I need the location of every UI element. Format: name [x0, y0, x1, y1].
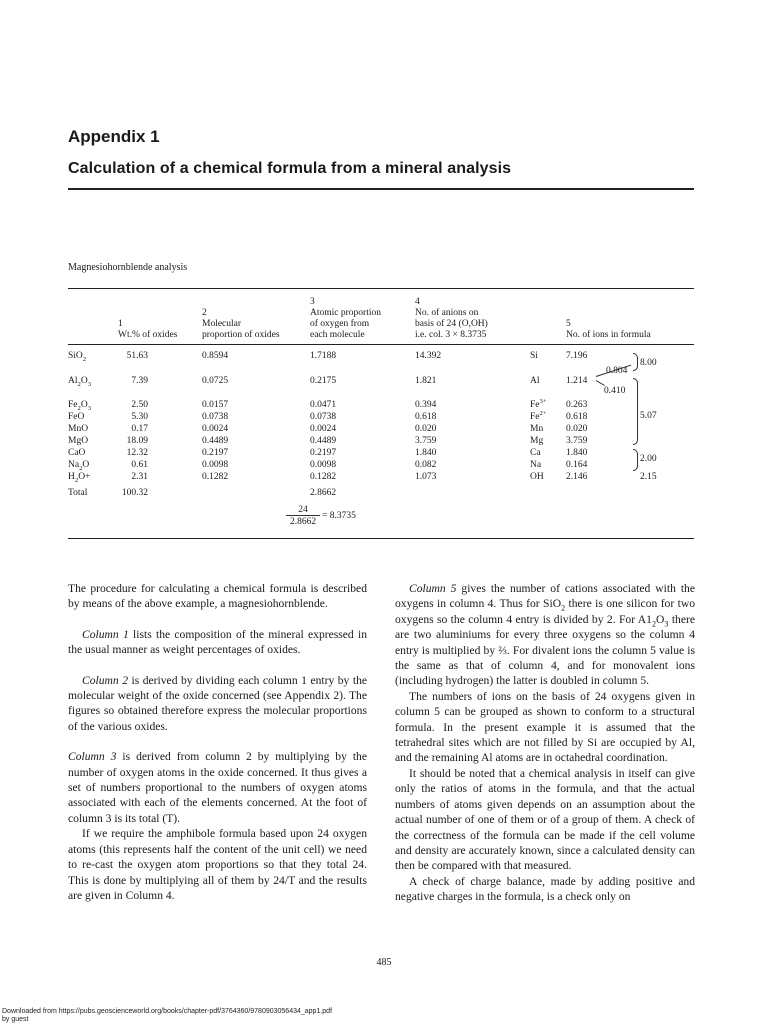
oxygen-cell: 0.2175: [310, 376, 337, 386]
wt-cell: 2.31: [131, 472, 148, 482]
column-5-number: 5: [566, 319, 571, 329]
mol-cell: 0.0738: [202, 412, 229, 422]
paragraph: The numbers of ions on the basis of 24 oxygens given in column 5 can be grouped as shown to conform to a structural formula. In the present example it is assumed that the tetrahedral sites which are not filled by Si are occupied by Al, and the remaining Al atoms are in octahedral coordination.: [395, 689, 695, 765]
al-tetrahedral: 0.804: [606, 366, 628, 376]
oxygen-cell: 0.0098: [310, 460, 337, 470]
table-rule-mid: [68, 344, 694, 345]
ion-count-cell: 0.164: [566, 460, 588, 470]
ca-na-bracket: [633, 449, 638, 471]
ion-cell: Ca: [530, 448, 541, 458]
anion-cell: 1.821: [415, 376, 437, 386]
column-1-title: Wt.% of oxides: [118, 330, 178, 340]
ion-count-cell: 1.840: [566, 448, 588, 458]
ion-cell: Mg: [530, 436, 544, 446]
factor-denominator: 2.8662: [289, 517, 317, 527]
mol-cell: 0.8594: [202, 351, 229, 361]
mol-cell: 0.0098: [202, 460, 229, 470]
anion-cell: 0.618: [415, 412, 437, 422]
ion-count-cell: 0.263: [566, 400, 588, 410]
wt-cell: 0.61: [131, 460, 148, 470]
wt-cell: 7.39: [131, 376, 148, 386]
ion-cell: $Fe^{2+}$: [530, 409, 547, 422]
column-2-title-line1: Molecular: [202, 319, 242, 329]
si-al-total: 8.00: [640, 358, 657, 368]
column-4-header: [415, 297, 488, 341]
oxygen-cell: 0.4489: [310, 436, 337, 446]
column-3-number: 3: [310, 297, 315, 307]
ion-count-cell: 2.146: [566, 472, 588, 482]
wt-cell: 2.50: [131, 400, 148, 410]
paragraph: A check of charge balance, made by adding positive and negative charges in the formula, is a check only on: [395, 874, 695, 904]
column-3-title-line2: of oxygen from: [310, 319, 370, 329]
anion-cell: 0.020: [415, 424, 437, 434]
oxide-cell: SiO$_2$: [68, 351, 87, 363]
anion-cell: 1.073: [415, 472, 437, 482]
total-wt: 100.32: [121, 488, 148, 498]
column-4-title-line1: No. of anions on: [415, 308, 479, 318]
octahedral-total: 5.07: [640, 411, 657, 421]
anion-cell: 1.840: [415, 448, 437, 458]
column-5-title: No. of ions in formula: [566, 330, 651, 340]
oxide-cell: $Na_2O$: [68, 460, 90, 472]
total-oxygen: 2.8662: [310, 488, 337, 498]
oxygen-cell: 0.0024: [310, 424, 337, 434]
anion-cell: 14.392: [415, 351, 442, 361]
ion-cell: Si: [530, 351, 538, 361]
oxygen-cell: 0.0471: [310, 400, 337, 410]
ion-count-cell: 0.618: [566, 412, 588, 422]
table-rule-top: [68, 288, 694, 289]
column-2-title-line2: proportion of oxides: [202, 330, 280, 340]
oxygen-cell: 0.0738: [310, 412, 337, 422]
title-rule: [68, 188, 694, 190]
column-4-title-line2: basis of 24 (O,OH): [415, 319, 488, 329]
page-number: 485: [376, 957, 392, 968]
wt-cell: 51.63: [126, 351, 148, 361]
oh-total: 2.15: [640, 472, 657, 482]
paragraph: It should be noted that a chemical analysis in itself can give only the ratios of atoms in the formula, and that the actual numbers of atoms given depends on an assumption about the actual number of one of them or of a group of them. A check of the correctness of the formula can be made if the cell volume and density are accurately known, since a calculated density can then be compared with that measured.: [395, 766, 695, 873]
ion-cell: OH: [530, 472, 544, 482]
oxygen-cell: 1.7188: [310, 351, 337, 361]
ion-cell: Al: [530, 376, 540, 386]
anion-cell: 0.082: [415, 460, 437, 470]
oxygen-cell: 0.1282: [310, 472, 337, 482]
download-note-line1: Downloaded from https://pubs.geoscienceworld.org/books/chapter-pdf/3764360/9780903056434_app1.pdf: [2, 1008, 333, 1015]
oxide-cell: MnO: [68, 424, 89, 434]
ion-count-cell: 7.196: [566, 351, 588, 361]
oxide-cell: $Fe_2O_3$: [68, 400, 92, 412]
oxide-cell: $H_2O+$: [68, 472, 91, 484]
wt-cell: 0.17: [131, 424, 148, 434]
ion-cell: $Fe^{3+}$: [530, 397, 547, 410]
fraction-bar: [286, 515, 320, 516]
mol-cell: 0.0024: [202, 424, 229, 434]
column-1-header: [118, 319, 177, 341]
column-4-title-line3: i.e. col. 3 × 8.3735: [415, 330, 487, 340]
column-2-header: [202, 308, 280, 341]
paragraph: Column 3 is derived from column 2 by multiplying by the number of oxygen atoms in the oxide concerned. It thus gives a set of numbers proportional to the numbers of oxygen atoms associated with each of the elements concerned. At the foot of column 3 is its total (T).: [68, 750, 367, 825]
mol-cell: 0.2197: [202, 448, 229, 458]
factor-result: = 8.3735: [322, 511, 356, 521]
ion-count-cell: 0.020: [566, 424, 588, 434]
mol-cell: 0.1282: [202, 472, 229, 482]
download-note-line2: by guest: [2, 1016, 29, 1023]
left-text-column: [68, 581, 367, 903]
oxygen-cell: 0.2197: [310, 448, 337, 458]
ion-count-cell: 1.214: [566, 376, 588, 386]
column-1-number: 1: [118, 319, 123, 329]
paragraph: Column 1 lists the composition of the mineral expressed in the usual manner as weight percentages of oxides.: [68, 627, 367, 657]
ion-cell: Na: [530, 460, 542, 470]
al-octahedral: 0.410: [604, 386, 626, 396]
table-rule-bottom: [68, 538, 694, 539]
column-5-header: [566, 319, 651, 341]
column-3-title-line3: each molecule: [310, 330, 365, 340]
ion-count-cell: 3.759: [566, 436, 588, 446]
download-note: [2, 1008, 332, 1024]
mol-cell: 0.0725: [202, 376, 229, 386]
anion-cell: 0.394: [415, 400, 437, 410]
oxide-cell: $Al_2O_3$: [68, 376, 92, 388]
right-text-column: [395, 581, 695, 905]
column-2-number: 2: [202, 308, 207, 318]
paragraph: Column 5 gives the number of cations associated with the oxygens in column 4. Thus for SiO$_2$ there is one silicon for two oxygens so the column 4 entry is divided by 2. For $A1_2O_3$ there are two aluminiums for every three oxygens so the column 4 entry is multiplied by ⅔. For divalent ions the column 5 value is the same as that of column 4, and for monovalent ions (including hydrogen) the latter is doubled in column 5.: [395, 582, 696, 688]
column-4-number: 4: [415, 297, 420, 307]
paragraph: Column 2 is derived by dividing each column 1 entry by the molecular weight of the oxide concerned (see Appendix 2). The figures so obtained therefore express the molecular proportions of the various oxides.: [68, 673, 368, 733]
ca-na-total: 2.00: [640, 454, 657, 464]
oxide-cell: MgO: [68, 436, 89, 446]
page-title: Calculation of a chemical formula from a mineral analysis: [68, 160, 512, 177]
paragraph: The procedure for calculating a chemical formula is described by means of the above example, a magnesiohornblende.: [68, 582, 367, 611]
factor-numerator: 24: [298, 505, 308, 515]
oxide-cell: CaO: [68, 448, 86, 458]
si-al-bracket: [633, 353, 638, 371]
column-3-title-line1: Atomic proportion: [310, 308, 381, 318]
appendix-label: Appendix 1: [68, 127, 160, 146]
mol-cell: 0.0157: [202, 400, 229, 410]
wt-cell: 12.32: [126, 448, 148, 458]
paragraph: If we require the amphibole formula based upon 24 oxygen atoms (this represents half the content of the unit cell) we need to re-cast the oxygen atom proportions so that they total 24. This is done by multiplying all of them by 24/T and the results are given in Column 4.: [68, 827, 367, 902]
mol-cell: 0.4489: [202, 436, 229, 446]
total-label: Total: [68, 488, 88, 498]
ion-cell: Mn: [530, 424, 544, 434]
anion-cell: 3.759: [415, 436, 437, 446]
wt-cell: 5.30: [131, 412, 148, 422]
octahedral-bracket: [633, 378, 638, 445]
column-3-header: [310, 297, 381, 341]
oxide-cell: FeO: [68, 412, 85, 422]
wt-cell: 18.09: [126, 436, 148, 446]
table-caption: Magnesiohornblende analysis: [68, 262, 188, 273]
